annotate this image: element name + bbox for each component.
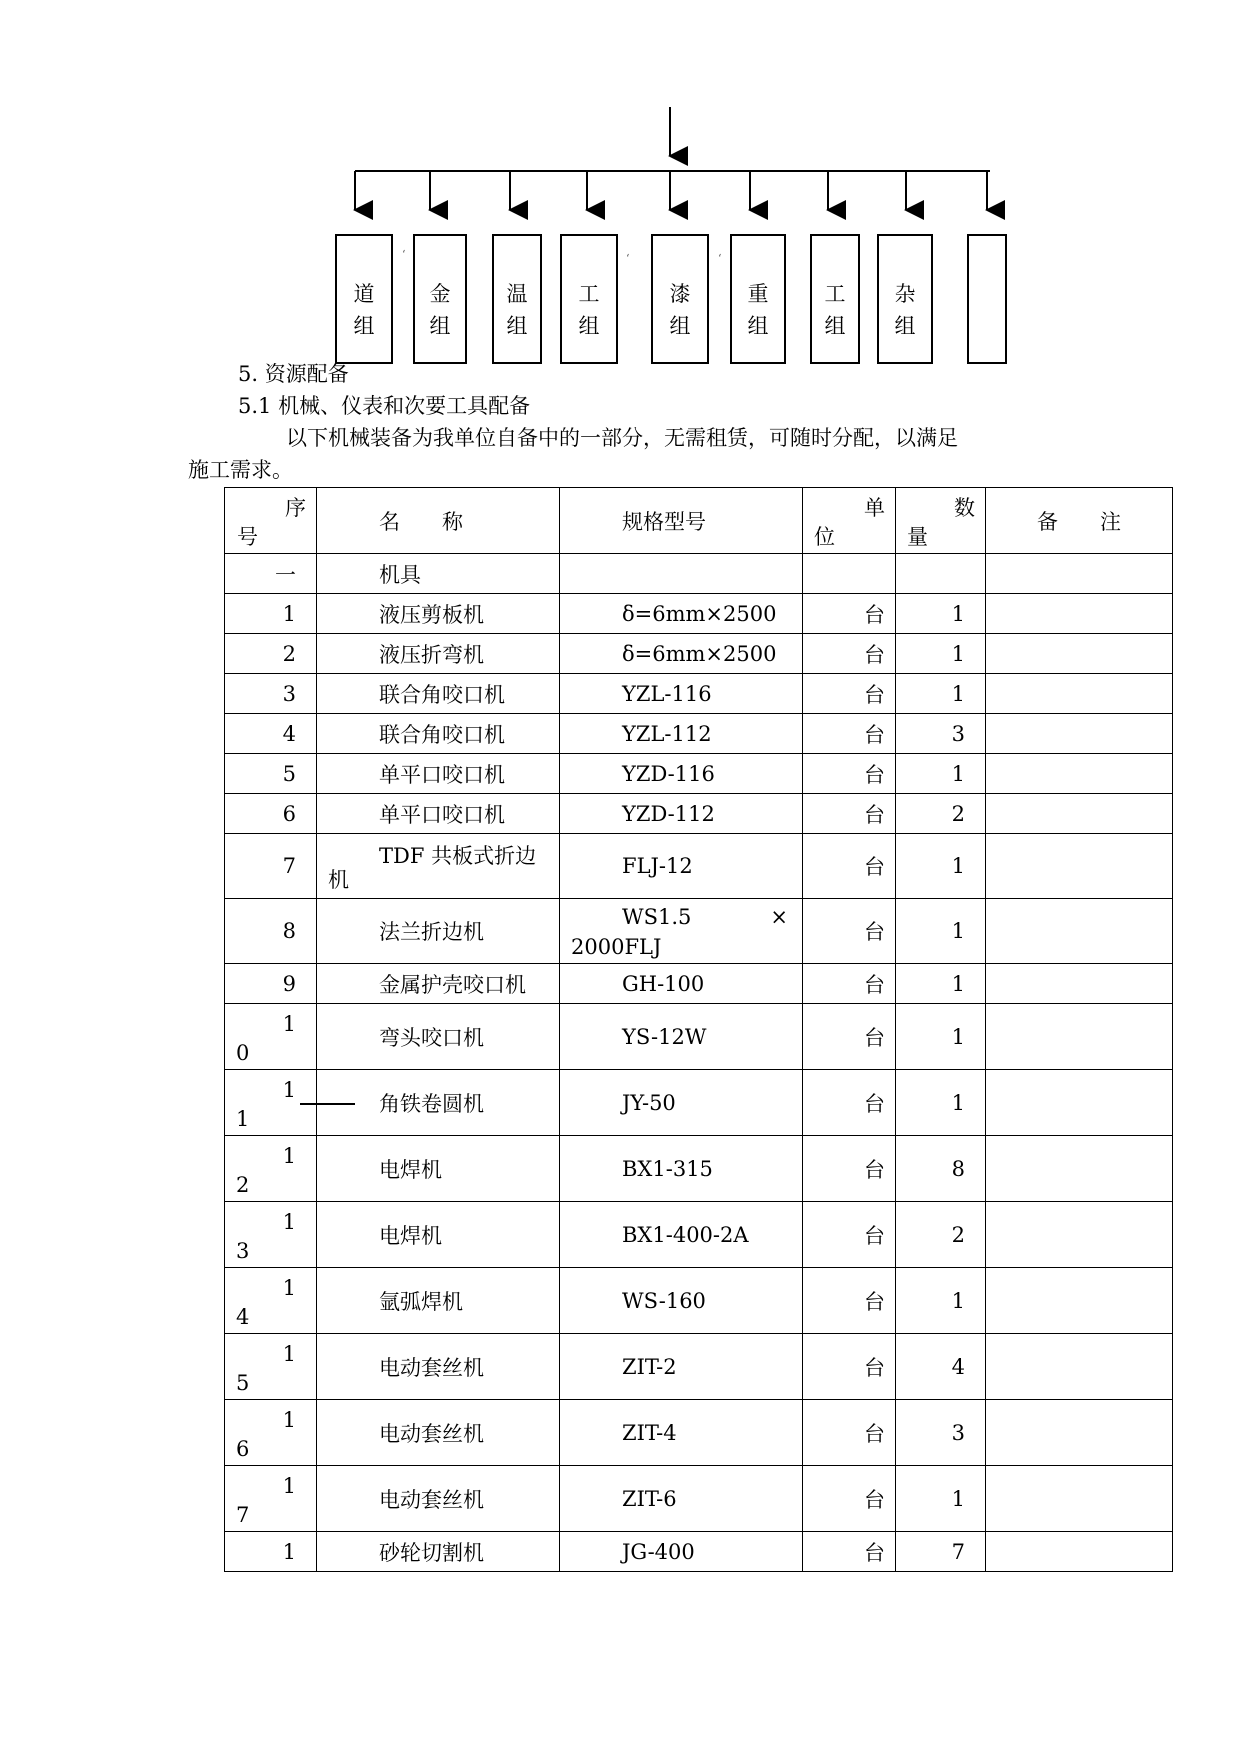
seq-cell: 6 bbox=[225, 794, 317, 834]
note-cell bbox=[986, 899, 1173, 964]
org-group-box bbox=[651, 234, 709, 364]
org-group-label: 杂 bbox=[894, 282, 916, 306]
stray-mark: ʻ bbox=[626, 252, 630, 265]
org-group-label: 工 bbox=[824, 282, 846, 306]
table-row bbox=[225, 1334, 1173, 1400]
subsection-heading: 5.1 机械、仪表和次要工具配备 bbox=[238, 394, 531, 418]
table-row bbox=[225, 964, 1173, 1004]
org-group-label: 组 bbox=[578, 314, 600, 338]
paragraph-line-1: 以下机械装备为我单位自备中的一部分，无需租赁，可随时分配，以满足 bbox=[286, 426, 958, 450]
org-group-label: 重 bbox=[747, 282, 769, 306]
table-row bbox=[225, 899, 1173, 964]
unit-cell: 台 bbox=[803, 754, 896, 794]
seq-cell: 3 bbox=[225, 674, 317, 714]
unit-cell: 台 bbox=[803, 834, 896, 899]
table-row bbox=[225, 1004, 1173, 1070]
spec-cell: YZD-116 bbox=[560, 754, 803, 794]
seq-cell: 1 0 bbox=[225, 1004, 317, 1070]
note-cell bbox=[986, 794, 1173, 834]
name-cell: TDF 共板式折边 机 bbox=[317, 834, 560, 899]
org-group-label: 组 bbox=[894, 314, 916, 338]
qty-cell: 1 bbox=[896, 1004, 986, 1070]
note-cell bbox=[986, 1334, 1173, 1400]
qty-cell: 1 bbox=[896, 594, 986, 634]
table-row bbox=[225, 794, 1173, 834]
qty-cell: 1 bbox=[896, 899, 986, 964]
note-cell bbox=[986, 594, 1173, 634]
org-group-box bbox=[492, 234, 542, 364]
spec-cell: δ=6mm×2500 bbox=[560, 634, 803, 674]
unit-cell: 台 bbox=[803, 964, 896, 1004]
name-cell: 氩弧焊机 bbox=[317, 1268, 560, 1334]
spec-cell: BX1-400-2A bbox=[560, 1202, 803, 1268]
stray-line bbox=[300, 1103, 355, 1105]
qty-cell: 2 bbox=[896, 794, 986, 834]
unit-cell: 台 bbox=[803, 1136, 896, 1202]
note-cell bbox=[986, 674, 1173, 714]
spec-cell: YZL-116 bbox=[560, 674, 803, 714]
qty-cell: 1 bbox=[896, 634, 986, 674]
table-row bbox=[225, 674, 1173, 714]
spec-cell: JY-50 bbox=[560, 1070, 803, 1136]
spec-cell: YS-12W bbox=[560, 1004, 803, 1070]
seq-cell: 8 bbox=[225, 899, 317, 964]
org-group-label: 温 bbox=[506, 282, 528, 306]
seq-cell: 1 2 bbox=[225, 1136, 317, 1202]
name-cell: 电动套丝机 bbox=[317, 1400, 560, 1466]
note-cell bbox=[986, 754, 1173, 794]
unit-cell: 台 bbox=[803, 1202, 896, 1268]
name-cell: 联合角咬口机 bbox=[317, 714, 560, 754]
qty-cell: 8 bbox=[896, 1136, 986, 1202]
table-group-row bbox=[225, 554, 1173, 594]
name-cell: 法兰折边机 bbox=[317, 899, 560, 964]
name-cell: 电焊机 bbox=[317, 1136, 560, 1202]
seq-cell: 1 bbox=[225, 1532, 317, 1572]
name-cell: 角铁卷圆机 bbox=[317, 1070, 560, 1136]
seq-cell: 1 1 bbox=[225, 1070, 317, 1136]
table-row bbox=[225, 634, 1173, 674]
note-cell bbox=[986, 1532, 1173, 1572]
unit-cell: 台 bbox=[803, 899, 896, 964]
table-row bbox=[225, 594, 1173, 634]
unit-cell: 台 bbox=[803, 1466, 896, 1532]
table-row bbox=[225, 1202, 1173, 1268]
stray-mark: ʻ bbox=[718, 252, 722, 265]
qty-cell: 2 bbox=[896, 1202, 986, 1268]
unit-cell: 台 bbox=[803, 794, 896, 834]
header-note: 备 注 bbox=[986, 488, 1173, 554]
name-cell: 弯头咬口机 bbox=[317, 1004, 560, 1070]
org-group-label: 组 bbox=[506, 314, 528, 338]
note-cell bbox=[986, 1004, 1173, 1070]
seq-cell: 1 4 bbox=[225, 1268, 317, 1334]
org-group-box bbox=[730, 234, 786, 364]
table-row bbox=[225, 1466, 1173, 1532]
spec-cell: GH-100 bbox=[560, 964, 803, 1004]
org-chart-connectors bbox=[0, 0, 1241, 240]
name-cell: 液压剪板机 bbox=[317, 594, 560, 634]
table-row bbox=[225, 1070, 1173, 1136]
seq-cell: 1 bbox=[225, 594, 317, 634]
spec-cell: JG-400 bbox=[560, 1532, 803, 1572]
qty-cell: 3 bbox=[896, 714, 986, 754]
table-row bbox=[225, 714, 1173, 754]
equipment-table bbox=[224, 487, 1173, 1572]
org-group-label: 组 bbox=[747, 314, 769, 338]
name-cell: 砂轮切割机 bbox=[317, 1532, 560, 1572]
note-cell bbox=[986, 1268, 1173, 1334]
name-cell: 单平口咬口机 bbox=[317, 794, 560, 834]
spec-cell: WS1.5 × 2000FLJ bbox=[560, 899, 803, 964]
unit-cell: 台 bbox=[803, 674, 896, 714]
unit-cell: 台 bbox=[803, 634, 896, 674]
qty-cell: 1 bbox=[896, 1268, 986, 1334]
qty-cell: 1 bbox=[896, 964, 986, 1004]
table-header-row bbox=[225, 488, 1173, 554]
org-group-box bbox=[413, 234, 467, 364]
seq-cell: 5 bbox=[225, 754, 317, 794]
section-heading: 5. 资源配备 bbox=[238, 362, 349, 386]
stray-mark: ʻ bbox=[402, 248, 406, 261]
unit-cell: 台 bbox=[803, 1400, 896, 1466]
unit-cell: 台 bbox=[803, 714, 896, 754]
name-cell: 电动套丝机 bbox=[317, 1466, 560, 1532]
table-row bbox=[225, 834, 1173, 899]
note-cell bbox=[986, 964, 1173, 1004]
org-group-label: 金 bbox=[429, 282, 451, 306]
qty-cell: 1 bbox=[896, 1466, 986, 1532]
spec-cell: BX1-315 bbox=[560, 1136, 803, 1202]
name-cell: 金属护壳咬口机 bbox=[317, 964, 560, 1004]
org-group-label: 组 bbox=[824, 314, 846, 338]
note-cell bbox=[986, 1400, 1173, 1466]
unit-cell: 台 bbox=[803, 594, 896, 634]
org-group-box bbox=[967, 234, 1007, 364]
unit-cell: 台 bbox=[803, 1070, 896, 1136]
seq-cell: 1 3 bbox=[225, 1202, 317, 1268]
paragraph-line-2: 施工需求。 bbox=[188, 458, 293, 482]
header-seq: 序 号 bbox=[225, 488, 317, 554]
unit-cell: 台 bbox=[803, 1268, 896, 1334]
note-cell bbox=[986, 634, 1173, 674]
spec-cell: ZIT-2 bbox=[560, 1334, 803, 1400]
note-cell bbox=[986, 714, 1173, 754]
spec-cell: ZIT-6 bbox=[560, 1466, 803, 1532]
spec-cell: δ=6mm×2500 bbox=[560, 594, 803, 634]
qty-cell: 1 bbox=[896, 674, 986, 714]
org-group-label: 工 bbox=[578, 282, 600, 306]
org-group-box bbox=[810, 234, 860, 364]
table-row bbox=[225, 754, 1173, 794]
qty-cell: 1 bbox=[896, 754, 986, 794]
header-unit: 单 位 bbox=[803, 488, 896, 554]
table-row bbox=[225, 1268, 1173, 1334]
note-cell bbox=[986, 1202, 1173, 1268]
org-group-label: 道 bbox=[353, 282, 375, 306]
seq-cell: 1 7 bbox=[225, 1466, 317, 1532]
seq-cell: 4 bbox=[225, 714, 317, 754]
org-group-label: 漆 bbox=[669, 282, 691, 306]
org-group-box bbox=[335, 234, 393, 364]
note-cell bbox=[986, 834, 1173, 899]
org-group-label: 组 bbox=[429, 314, 451, 338]
header-name: 名 称 bbox=[317, 488, 560, 554]
spec-cell: YZD-112 bbox=[560, 794, 803, 834]
org-group-box bbox=[877, 234, 933, 364]
group-name: 机具 bbox=[317, 554, 560, 594]
name-cell: 电动套丝机 bbox=[317, 1334, 560, 1400]
name-cell: 单平口咬口机 bbox=[317, 754, 560, 794]
name-cell: 联合角咬口机 bbox=[317, 674, 560, 714]
table-row bbox=[225, 1532, 1173, 1572]
org-group-label: 组 bbox=[353, 314, 375, 338]
header-spec: 规格型号 bbox=[560, 488, 803, 554]
qty-cell: 4 bbox=[896, 1334, 986, 1400]
seq-cell: 2 bbox=[225, 634, 317, 674]
qty-cell: 1 bbox=[896, 834, 986, 899]
note-cell bbox=[986, 1466, 1173, 1532]
seq-cell: 9 bbox=[225, 964, 317, 1004]
qty-cell: 1 bbox=[896, 1070, 986, 1136]
header-qty: 数 量 bbox=[896, 488, 986, 554]
spec-cell: ZIT-4 bbox=[560, 1400, 803, 1466]
spec-cell: YZL-112 bbox=[560, 714, 803, 754]
unit-cell: 台 bbox=[803, 1334, 896, 1400]
unit-cell: 台 bbox=[803, 1004, 896, 1070]
seq-cell: 7 bbox=[225, 834, 317, 899]
seq-cell: 1 6 bbox=[225, 1400, 317, 1466]
group-seq: 一 bbox=[225, 554, 317, 594]
note-cell bbox=[986, 1136, 1173, 1202]
table-row bbox=[225, 1136, 1173, 1202]
name-cell: 液压折弯机 bbox=[317, 634, 560, 674]
seq-cell: 1 5 bbox=[225, 1334, 317, 1400]
org-group-label: 组 bbox=[669, 314, 691, 338]
name-cell: 电焊机 bbox=[317, 1202, 560, 1268]
table-row bbox=[225, 1400, 1173, 1466]
spec-cell: FLJ-12 bbox=[560, 834, 803, 899]
spec-cell: WS-160 bbox=[560, 1268, 803, 1334]
qty-cell: 7 bbox=[896, 1532, 986, 1572]
note-cell bbox=[986, 1070, 1173, 1136]
unit-cell: 台 bbox=[803, 1532, 896, 1572]
org-group-box bbox=[560, 234, 618, 364]
qty-cell: 3 bbox=[896, 1400, 986, 1466]
